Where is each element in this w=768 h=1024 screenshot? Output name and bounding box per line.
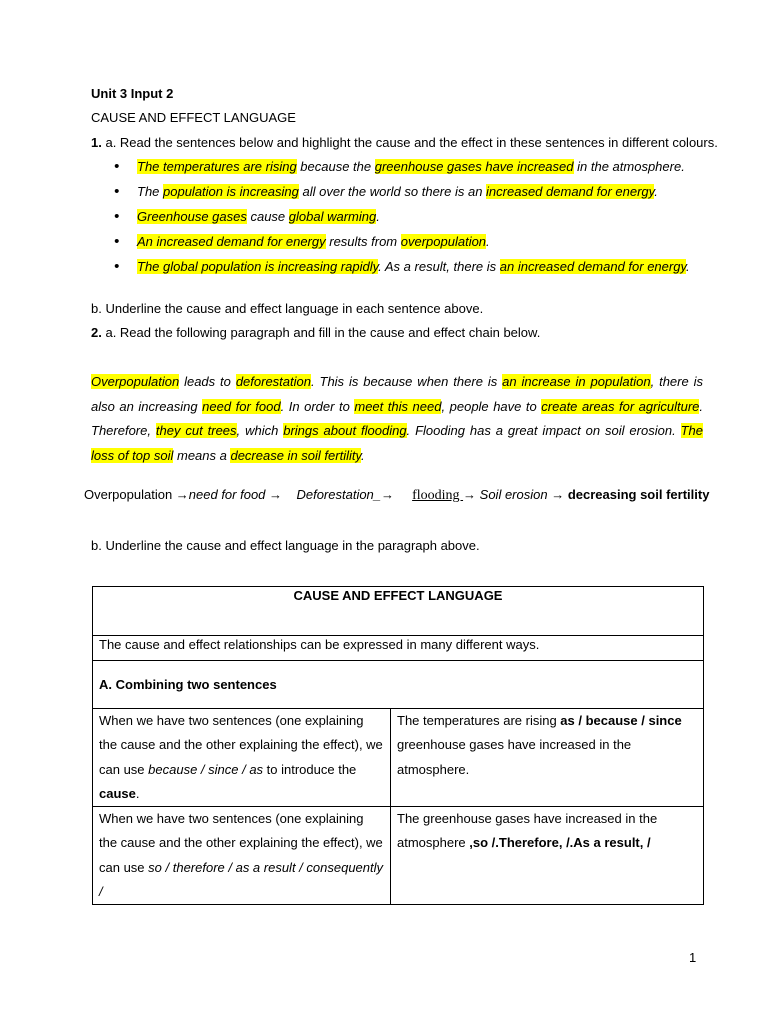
table-title: CAUSE AND EFFECT LANGUAGE: [93, 587, 704, 636]
text-run: .: [685, 259, 690, 274]
text-run: as / because / since: [560, 713, 682, 728]
text-run: because / since / as: [148, 761, 264, 777]
chain-item-need-for-food: need for food: [188, 487, 270, 502]
language-table: [92, 586, 704, 905]
text-run: ,so /.Therefore, /.As a result, /: [469, 835, 651, 851]
highlighted-text: An increased demand for energy: [137, 234, 326, 249]
text-run: . In order to: [280, 398, 355, 414]
arrow-icon: →: [463, 487, 477, 502]
chain-item-overpopulation: Overpopulation: [84, 487, 176, 502]
list-item: [110, 206, 690, 231]
table-cell-rule: [93, 709, 391, 807]
highlighted-text: greenhouse gases have increased: [374, 159, 574, 174]
task2-text: a. Read the following paragraph and fill in the cause and effect chain below.: [105, 325, 541, 340]
text-run: When we have two sentences (one explaining the cause and the other explaining the effect), we can use: [99, 811, 383, 875]
text-run: When we have two sentences (one explaining the cause and the other explaining the effect), we can use: [99, 713, 383, 777]
text-run: .: [654, 184, 658, 199]
chain-item-flooding: flooding: [412, 488, 464, 503]
text-run: , which: [236, 423, 284, 439]
list-item: [110, 156, 690, 181]
unit-heading: Unit 3 Input 2: [91, 86, 174, 101]
text-run: .: [376, 209, 380, 224]
text-run: . Therefore,: [91, 398, 704, 439]
chain-item-deforestation: Deforestation_: [296, 487, 382, 502]
task1-part-b: b. Underline the cause and effect language in each sentence above.: [91, 301, 484, 316]
highlighted-text: brings about flooding: [283, 423, 407, 439]
table-cell-example: [391, 709, 704, 807]
task2-instruction: [91, 325, 540, 340]
task1-number: 1.: [91, 135, 102, 150]
section-a-heading: A. Combining two sentences: [93, 661, 704, 709]
text-run: . As a result, there is: [378, 259, 500, 274]
chain-item-soil-erosion: Soil erosion: [476, 487, 552, 502]
arrow-icon: →: [175, 487, 189, 502]
highlighted-text: overpopulation: [400, 234, 487, 249]
text-run: .: [486, 234, 490, 249]
text-run: means a: [173, 448, 231, 464]
highlighted-text: Overpopulation: [91, 374, 180, 389]
highlighted-text: decrease in soil fertility: [230, 448, 362, 464]
reading-paragraph: [91, 370, 703, 469]
cause-effect-chain: [84, 487, 709, 504]
highlighted-text: The global population is increasing rapidly: [137, 259, 379, 274]
highlighted-text: The loss of top soil: [91, 423, 703, 464]
text-run: results from: [325, 234, 401, 249]
task2-number: 2.: [91, 325, 102, 340]
text-run: cause: [99, 785, 136, 801]
text-run: all over the world so there is an: [298, 184, 487, 199]
highlighted-text: population is increasing: [163, 184, 299, 199]
highlighted-text: The temperatures are rising: [137, 159, 297, 174]
highlighted-text: need for food: [202, 398, 281, 414]
text-run: so / therefore / as a result / consequently /: [99, 859, 384, 900]
list-item: [110, 231, 690, 256]
text-run: .: [135, 785, 140, 801]
text-run: because the: [296, 159, 375, 174]
text-run: . Flooding has a great impact on soil erosion.: [406, 423, 681, 439]
sentence-list: [110, 156, 690, 281]
text-run: in the atmosphere.: [573, 159, 685, 174]
text-run: greenhouse gases have increased in the atmosphere.: [397, 737, 632, 777]
chain-item-soil-fertility: decreasing soil fertility: [564, 487, 710, 502]
text-run: to introduce the: [263, 761, 357, 777]
task1-instruction: [91, 135, 718, 150]
highlighted-text: increased demand for energy: [486, 184, 655, 199]
highlighted-text: an increased demand for energy: [499, 259, 686, 274]
text-run: The: [137, 184, 164, 199]
highlighted-text: meet this need: [354, 398, 442, 414]
page-title: CAUSE AND EFFECT LANGUAGE: [91, 110, 296, 125]
highlighted-text: create areas for agriculture: [541, 398, 700, 414]
table-cell-rule: [93, 807, 391, 905]
table-intro: The cause and effect relationships can be expressed in many different ways.: [93, 636, 704, 661]
highlighted-text: deforestation: [235, 374, 311, 389]
list-item: [110, 256, 690, 281]
text-run: .: [361, 448, 365, 464]
task2-part-b: b. Underline the cause and effect language in the paragraph above.: [91, 538, 480, 553]
text-run: leads to: [179, 374, 236, 389]
highlighted-text: Greenhouse gases: [137, 209, 247, 224]
text-run: , people have to: [441, 398, 542, 414]
arrow-icon: →: [551, 487, 565, 502]
highlighted-text: an increase in population: [502, 374, 651, 389]
text-run: . This is because when there is: [310, 374, 503, 389]
highlighted-text: global warming: [288, 209, 377, 224]
arrow-icon: →: [381, 487, 395, 502]
text-run: , there is also an increasing: [91, 374, 704, 414]
arrow-icon: →: [269, 487, 283, 502]
task1-text: a. Read the sentences below and highlight the cause and the effect in these sentences in different colours.: [105, 135, 718, 150]
text-run: cause: [246, 209, 289, 224]
highlighted-text: they cut trees: [155, 423, 237, 439]
text-run: The greenhouse gases have increased in the atmosphere: [397, 811, 658, 851]
list-item: [110, 181, 690, 206]
text-run: The temperatures are rising: [397, 713, 561, 728]
table-cell-example: [391, 807, 704, 905]
page-number: 1: [689, 950, 697, 965]
